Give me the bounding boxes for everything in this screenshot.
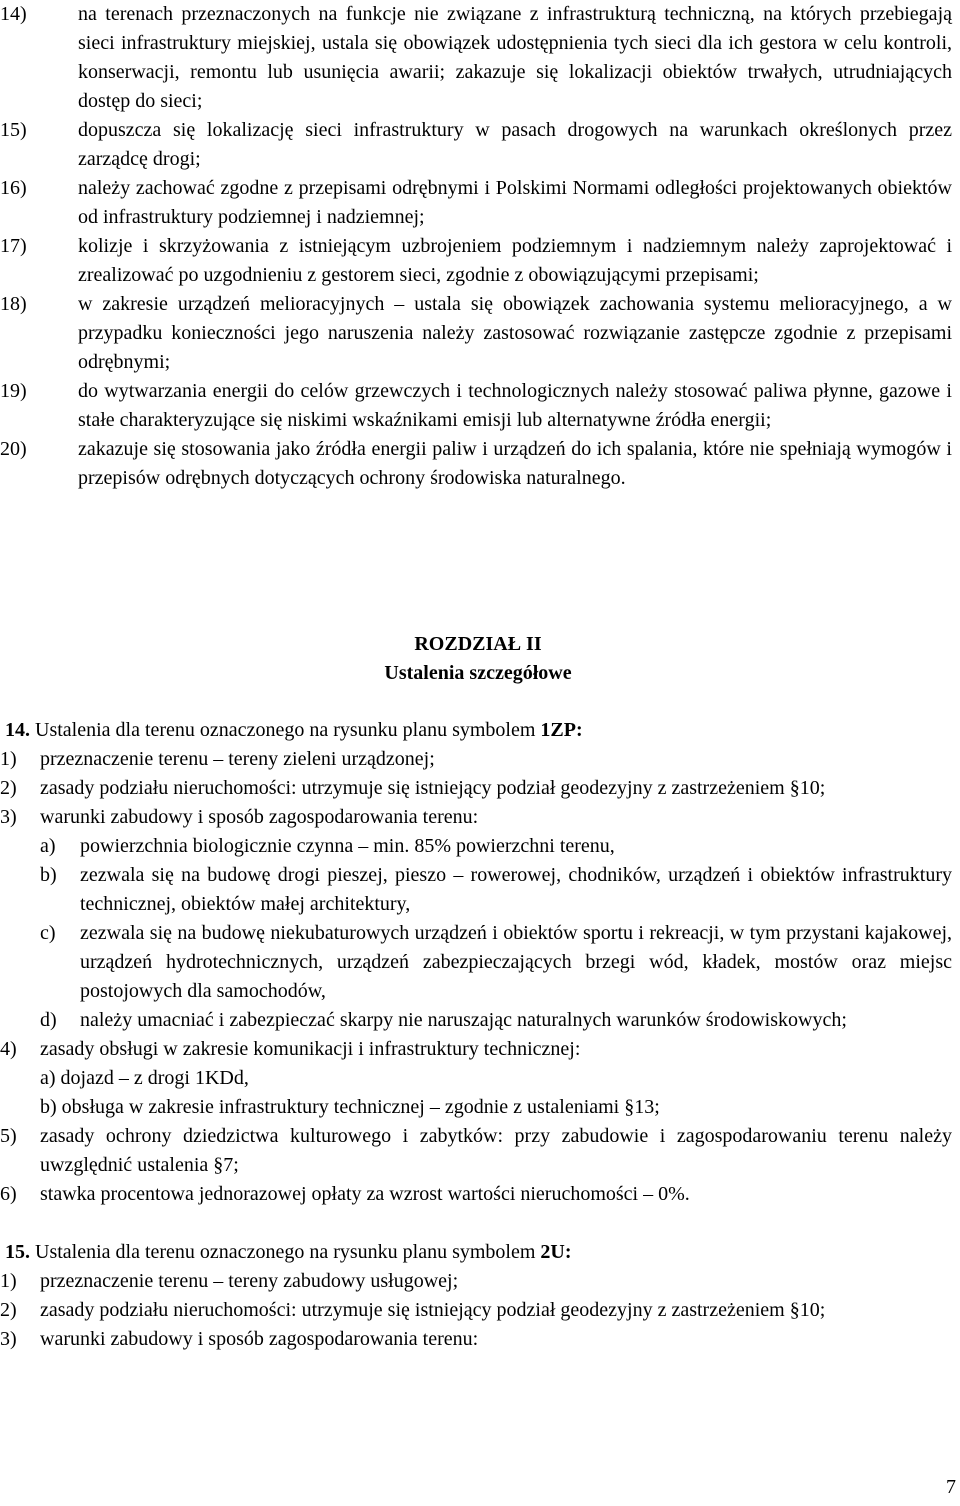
sub-item bbox=[40, 832, 952, 861]
sub-item bbox=[40, 1006, 952, 1035]
list-item bbox=[0, 803, 952, 832]
item-text: stawka procentowa jednorazowej opłaty za wzrost wartości nieruchomości – 0%. bbox=[40, 1183, 690, 1205]
item-number: 20) bbox=[0, 438, 27, 460]
item-letter: a) bbox=[40, 835, 56, 857]
list-item bbox=[0, 1296, 952, 1325]
section-mark: 15. bbox=[5, 1241, 30, 1263]
sub-item: b) obsługa w zakresie infrastruktury technicznej – zgodnie z ustaleniami §13; bbox=[40, 1096, 660, 1118]
item-text: do wytwarzania energii do celów grzewczych i technologicznych należy stosować paliwa płynne, gazowe i stałe charakteryzujące się niskimi wskaźnikami emisji lub alternatywne źródła energii; bbox=[78, 380, 952, 431]
item-letter: d) bbox=[40, 1009, 57, 1031]
zone-symbol: 2U: bbox=[540, 1241, 572, 1263]
sub-item: a) dojazd – z drogi 1KDd, bbox=[40, 1067, 249, 1089]
item-text: należy zachować zgodne z przepisami odrębnymi i Polskimi Normami odległości projektowanych obiektów od infrastruktury podziemnej i nadziemnej; bbox=[78, 177, 952, 228]
list-item bbox=[0, 774, 952, 803]
list-item bbox=[0, 1267, 952, 1296]
item-text: dopuszcza się lokalizację sieci infrastruktury w pasach drogowych na warunkach określonych przez zarządcę drogi; bbox=[78, 119, 952, 170]
item-text: zezwala się na budowę niekubaturowych urządzeń i obiektów sportu i rekreacji, w tym przystani kajakowej, urządzeń hydrotechnicznych, urządzeń zabezpieczających brzegi wód, kładek, mostów oraz miejsc postojowych dla samochodów, bbox=[80, 922, 952, 1002]
item-text: zezwala się na budowę drogi pieszej, pieszo – rowerowej, chodników, urządzeń i obiektów infrastruktury technicznej, obiektów małej architektury, bbox=[80, 864, 952, 915]
section-14-heading bbox=[0, 716, 952, 745]
item-number: 2) bbox=[0, 777, 17, 799]
item-text: powierzchnia biologicznie czynna – min. 85% powierzchni terenu, bbox=[80, 835, 615, 857]
item-number: 15) bbox=[0, 119, 27, 141]
item-number: 2) bbox=[0, 1299, 17, 1321]
item-number: 3) bbox=[0, 1328, 17, 1350]
item-text: przeznaczenie terenu – tereny zabudowy usługowej; bbox=[40, 1270, 459, 1292]
list-item-17 bbox=[0, 232, 952, 290]
item-number: 5) bbox=[0, 1125, 17, 1147]
item-text: kolizje i skrzyżowania z istniejącym uzbrojeniem podziemnym i nadziemnym należy zaprojektować i zrealizować po uzgodnieniu z gestorem sieci, zgodnie z obowiązującymi przepisami; bbox=[78, 235, 952, 286]
item-letter: c) bbox=[40, 922, 56, 944]
section-lead: Ustalenia dla terenu oznaczonego na rysunku planu symbolem bbox=[35, 719, 536, 741]
item-number: 19) bbox=[0, 380, 27, 402]
item-letter: b) bbox=[40, 864, 57, 886]
spacer bbox=[0, 1209, 952, 1238]
item-text: zasady obsługi w zakresie komunikacji i infrastruktury technicznej: bbox=[40, 1038, 581, 1060]
sub-item bbox=[40, 919, 952, 1006]
sub-item bbox=[40, 861, 952, 919]
item-number: 3) bbox=[0, 806, 17, 828]
list-item-16 bbox=[0, 174, 952, 232]
section-lead: Ustalenia dla terenu oznaczonego na rysunku planu symbolem bbox=[35, 1241, 536, 1263]
item-text: zasady podziału nieruchomości: utrzymuje się istniejący podział geodezyjny z zastrzeżeniem §10; bbox=[40, 777, 826, 799]
item-number: 14) bbox=[0, 3, 27, 25]
detailed-provisions bbox=[0, 716, 952, 1354]
item-text: należy umacniać i zabezpieczać skarpy nie naruszając naturalnych warunków środowiskowych; bbox=[80, 1009, 847, 1031]
item-text: zakazuje się stosowania jako źródła energii paliw i urządzeń do ich spalania, które nie spełniają wymogów i przepisów odrębnych dotyczących ochrony środowiska naturalnego. bbox=[78, 438, 952, 489]
chapter-heading bbox=[0, 630, 956, 688]
chapter-title: ROZDZIAŁ II bbox=[414, 633, 542, 655]
item-number: 4) bbox=[0, 1038, 17, 1060]
intro-list bbox=[0, 0, 952, 493]
item-text: warunki zabudowy i sposób zagospodarowania terenu: bbox=[40, 806, 479, 828]
item-number: 18) bbox=[0, 293, 27, 315]
section-15-heading bbox=[0, 1238, 952, 1267]
item-number: 1) bbox=[0, 748, 17, 770]
list-item bbox=[0, 1325, 952, 1354]
list-item bbox=[0, 1180, 952, 1209]
item-number: 16) bbox=[0, 177, 27, 199]
page-number: 7 bbox=[946, 1476, 956, 1498]
item-number: 17) bbox=[0, 235, 27, 257]
list-item-20 bbox=[0, 435, 952, 493]
list-item-19 bbox=[0, 377, 952, 435]
list-item bbox=[0, 745, 952, 774]
item-text: warunki zabudowy i sposób zagospodarowania terenu: bbox=[40, 1328, 479, 1350]
item-text: zasady podziału nieruchomości: utrzymuje się istniejący podział geodezyjny z zastrzeżeniem §10; bbox=[40, 1299, 826, 1321]
chapter-subtitle: Ustalenia szczegółowe bbox=[384, 662, 572, 684]
item-text: zasady ochrony dziedzictwa kulturowego i zabytków: przy zabudowie i zagospodarowaniu terenu należy uwzględnić ustalenia §7; bbox=[40, 1125, 952, 1176]
list-item bbox=[0, 1035, 952, 1064]
list-item-18 bbox=[0, 290, 952, 377]
item-number: 6) bbox=[0, 1183, 17, 1205]
zone-symbol: 1ZP: bbox=[540, 719, 583, 741]
list-item-14 bbox=[0, 0, 952, 116]
item-text: na terenach przeznaczonych na funkcje nie związane z infrastrukturą techniczną, na których przebiegają sieci infrastruktury miejskiej, ustala się obowiązek udostępnienia tych sieci dla ich gestora w celu kontroli, konserwacji, remontu lub usunięcia awarii; zakazuje się lokalizacji obiektów trwałych, utrudniających dostęp do sieci; bbox=[78, 3, 952, 112]
item-number: 1) bbox=[0, 1270, 17, 1292]
list-item-15 bbox=[0, 116, 952, 174]
item-text: przeznaczenie terenu – tereny zieleni urządzonej; bbox=[40, 748, 435, 770]
list-item bbox=[0, 1122, 952, 1180]
section-mark: 14. bbox=[5, 719, 30, 741]
item-text: w zakresie urządzeń melioracyjnych – ustala się obowiązek zachowania systemu melioracyjnego, a w przypadku konieczności jego naruszenia należy zastosować rozwiązanie zastępcze zgodnie z przepisami odrębnymi; bbox=[78, 293, 952, 373]
